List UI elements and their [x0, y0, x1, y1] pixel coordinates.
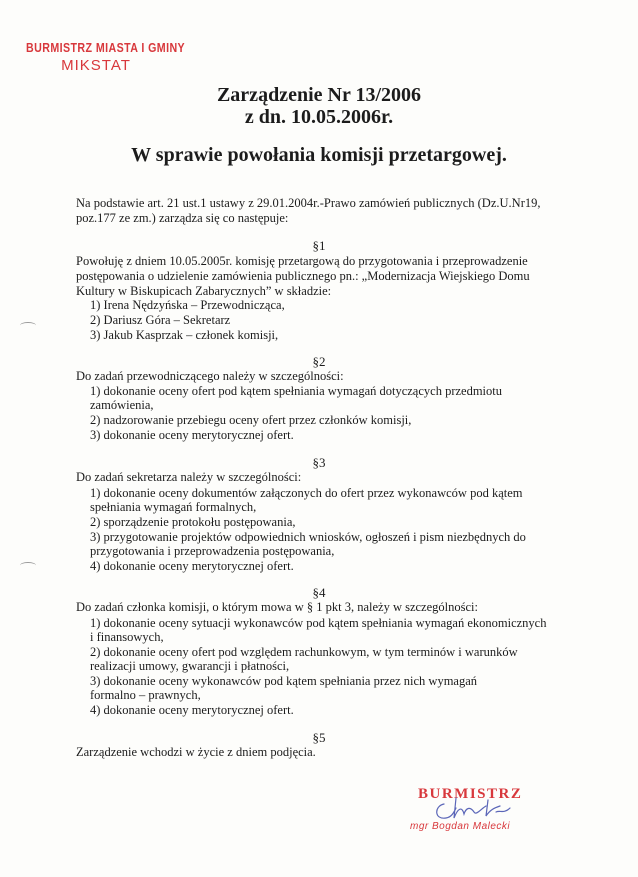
section-4-item: 2) dokonanie oceny ofert pod względem rachunkowym, w tym terminów i warunków [90, 645, 518, 659]
document-date: z dn. 10.05.2006r. [244, 106, 394, 128]
office-stamp [26, 40, 186, 74]
document-subject: W sprawie powołania komisji przetargowej. [131, 144, 507, 166]
section-5-heading: §5 [312, 730, 326, 745]
handwritten-signature [430, 794, 520, 824]
section-4-heading: §4 [312, 585, 326, 600]
section-4-intro: Do zadań członka komisji, o którym mowa w § 1 pkt 3, należy w szczególności: [76, 600, 478, 614]
section-3-heading: §3 [312, 455, 326, 470]
signature-stamp [410, 786, 540, 832]
section-4-item: 3) dokonanie oceny wykonawców pod kątem spełniania przez nich wymagań [90, 674, 478, 688]
section-2-intro: Do zadań przewodniczącego należy w szczególności: [76, 369, 344, 383]
section-4-item: i finansowych, [90, 630, 164, 644]
stamp-name: mgr Bogdan Malecki [410, 821, 511, 832]
section-1-line: postępowania o udzielenie zamówienia publicznego pn.: „Modernizacja Wiejskiego Domu [76, 269, 530, 283]
section-2-item: 3) dokonanie oceny merytorycznej ofert. [90, 428, 294, 442]
stamp-title: BURMISTRZ [418, 786, 523, 802]
section-2-item: 2) nadzorowanie przebiegu oceny ofert przez członków komisji, [90, 413, 412, 427]
section-3-item: 3) przygotowanie projektów odpowiednich wniosków, ogłoszeń i pism niezbędnych do [90, 530, 526, 544]
section-3-item: 1) dokonanie oceny dokumentów załączonych do ofert przez wykonawców pod kątem [90, 486, 523, 500]
document-title: Zarządzenie Nr 13/2006 [216, 84, 422, 106]
section-4-item: 4) dokonanie oceny merytorycznej ofert. [90, 703, 294, 717]
intro-line: Na podstawie art. 21 ust.1 ustawy z 29.01.2004r.-Prawo zamówień publicznych (Dz.U.Nr19, [76, 196, 541, 210]
member-item: 3) Jakub Kasprzak – członek komisji, [90, 328, 279, 342]
section-2-item: zamówienia, [90, 398, 154, 412]
section-3-item: 2) sporządzenie protokołu postępowania, [90, 515, 296, 529]
stamp-line-2: MIKSTAT [61, 57, 131, 74]
section-3-item: spełniania wymagań formalnych, [90, 500, 257, 514]
intro-line: poz.177 ze zm.) zarządza się co następuje: [76, 211, 289, 225]
section-3-item: przygotowania i przeprowadzenia postępowania, [90, 544, 335, 558]
section-2-item: 1) dokonanie oceny ofert pod kątem spełniania wymagań dotyczących przedmiotu [90, 384, 503, 398]
section-1-heading: §1 [312, 238, 326, 253]
section-3-item: 4) dokonanie oceny merytorycznej ofert. [90, 559, 294, 573]
stamp-line-1: BURMISTRZ MIASTA I GMINY [26, 40, 186, 55]
section-4-item: realizacji umowy, gwarancji i płatności, [90, 659, 290, 673]
section-4-item: formalno – prawnych, [90, 688, 201, 702]
member-item: 2) Dariusz Góra – Sekretarz [90, 313, 231, 327]
punch-mark [20, 322, 36, 329]
section-1-line: Powołuję z dniem 10.05.2005r. komisję przetargową do przygotowania i przeprowadzenie [76, 254, 528, 268]
section-4-item: 1) dokonanie oceny sytuacji wykonawców pod kątem spełniania wymagań ekonomicznych [90, 616, 547, 630]
member-item: 1) Irena Nędzyńska – Przewodnicząca, [90, 298, 285, 312]
punch-mark [20, 562, 36, 569]
section-2-heading: §2 [312, 354, 326, 369]
section-1-line: Kultury w Biskupicach Zabarycznych” w składzie: [76, 284, 332, 298]
section-3-intro: Do zadań sekretarza należy w szczególności: [76, 470, 302, 484]
section-5-text: Zarządzenie wchodzi w życie z dniem podjęcia. [76, 745, 316, 759]
